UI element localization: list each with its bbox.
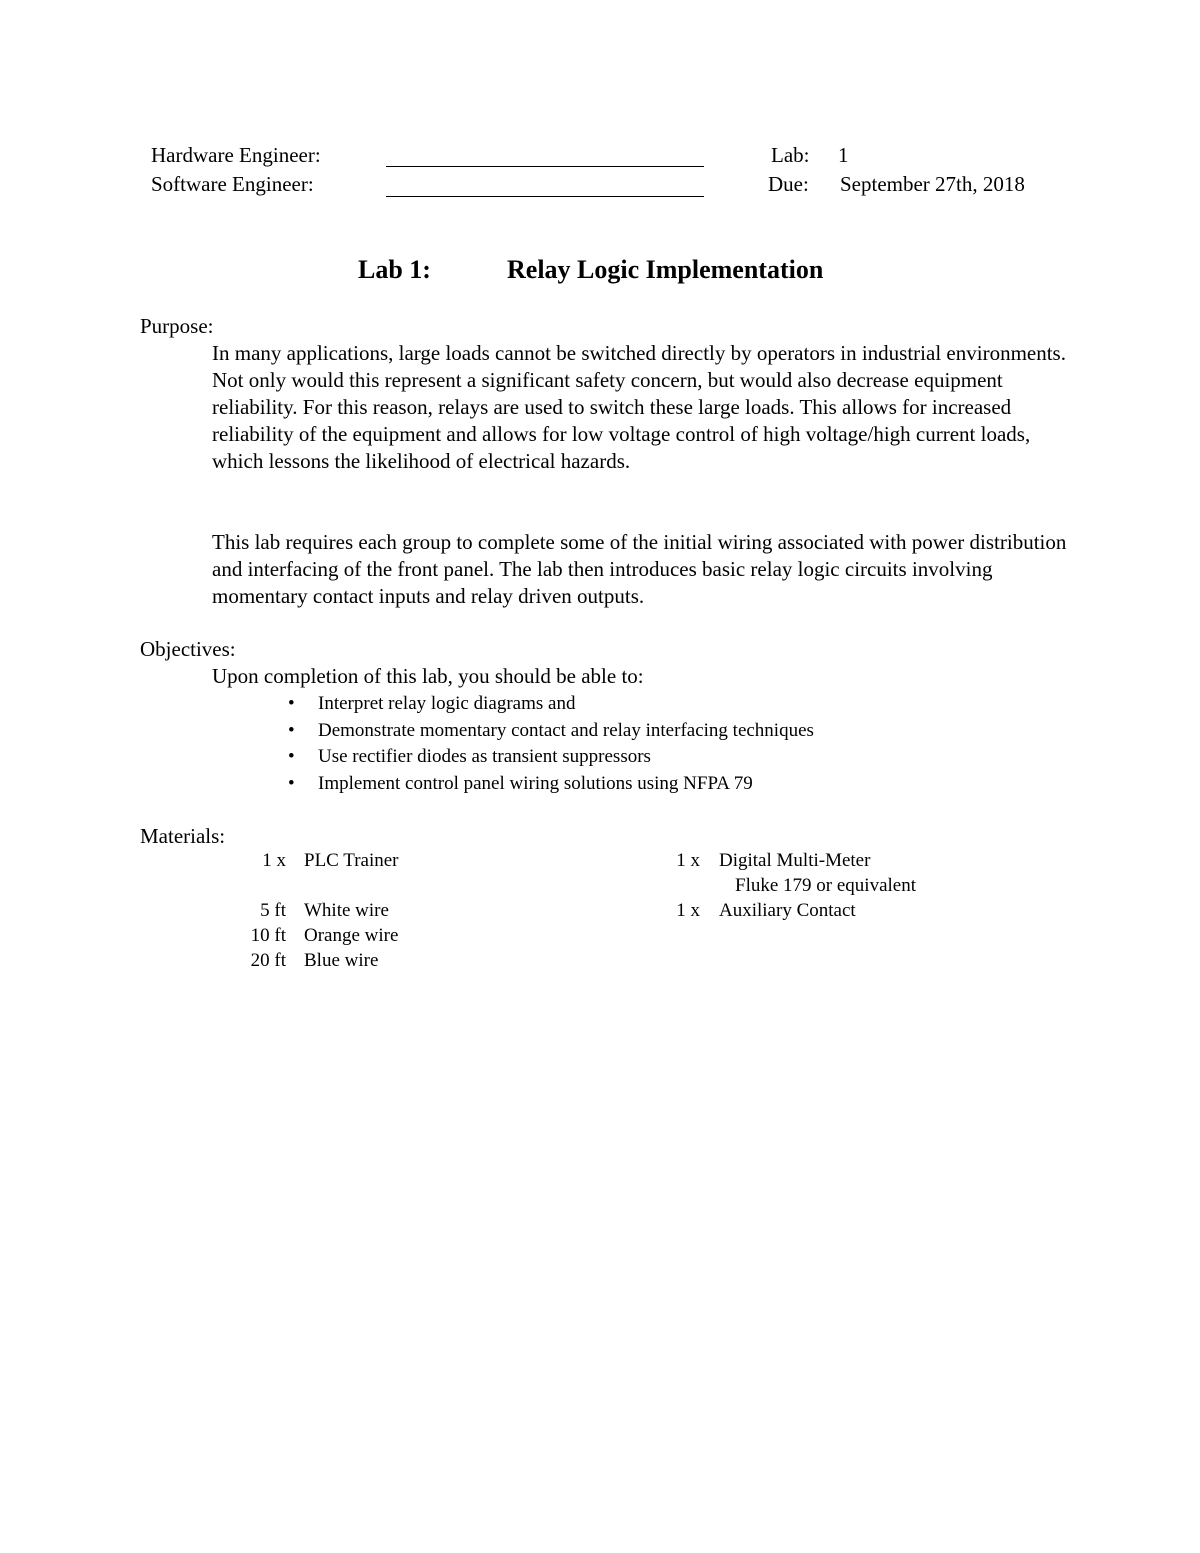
- material-item: Auxiliary Contact: [719, 900, 856, 921]
- material-qty: 1 x: [676, 850, 700, 871]
- hardware-engineer-field[interactable]: [386, 166, 704, 167]
- bullet-icon: •: [288, 746, 295, 767]
- software-engineer-label: Software Engineer:: [151, 172, 314, 196]
- bullet-icon: •: [288, 719, 295, 741]
- material-qty: 10 ft: [250, 925, 286, 946]
- materials-heading: Materials:: [140, 824, 226, 848]
- objective-item: [288, 771, 814, 798]
- material-qty: 1 x: [676, 900, 700, 921]
- purpose-text-2: This lab requires each group to complete some of the initial wiring associated with power distribution and interfacing of the front panel. The lab then introduces basic relay logic circuits involving momentary contact inputs and relay driven outputs.: [212, 530, 1067, 608]
- material-item: White wire: [304, 900, 389, 921]
- purpose-paragraph-2: [212, 529, 1072, 610]
- lab-label: Lab:: [771, 143, 810, 167]
- objectives-heading: Objectives:: [140, 637, 236, 661]
- material-qty: 5 ft: [260, 900, 286, 921]
- purpose-text-1: In many applications, large loads cannot be switched directly by operators in industrial environments. Not only would this represent a significant safety concern, but would also decrease equipment reliability. For this reason, relays are used to switch these large loads. This allows for increased reliability of the equipment and allows for low voltage control of high voltage/high current loads, which lessons the likelihood of electrical hazards.: [212, 341, 1066, 473]
- material-qty: 20 ft: [250, 950, 286, 971]
- due-label: Due:: [768, 172, 809, 196]
- title-lab-number: Lab 1:: [358, 255, 431, 284]
- objectives-intro: Upon completion of this lab, you should be able to:: [212, 664, 644, 688]
- due-date: September 27th, 2018: [840, 172, 1025, 196]
- material-item: Orange wire: [304, 925, 399, 946]
- objective-item: [288, 691, 814, 718]
- software-engineer-field[interactable]: [386, 196, 704, 197]
- objective-item: [288, 744, 814, 771]
- title-lab-name: Relay Logic Implementation: [507, 255, 824, 284]
- objective-text: Implement control panel wiring solutions using NFPA 79: [318, 772, 753, 794]
- purpose-paragraph-1: [212, 340, 1072, 475]
- material-qty: 1 x: [262, 850, 286, 871]
- objective-item: [288, 718, 814, 745]
- objectives-list: [288, 691, 814, 797]
- material-item: Digital Multi-Meter: [719, 850, 871, 871]
- lab-value: 1: [838, 143, 849, 167]
- material-note: Fluke 179 or equivalent: [735, 875, 916, 896]
- objective-text: Use rectifier diodes as transient suppressors: [318, 746, 651, 767]
- purpose-heading: Purpose:: [140, 314, 214, 338]
- hardware-engineer-label: Hardware Engineer:: [151, 143, 321, 167]
- objective-text: Interpret relay logic diagrams and: [318, 693, 576, 714]
- material-item: Blue wire: [304, 950, 379, 971]
- bullet-icon: •: [288, 772, 295, 794]
- material-item: PLC Trainer: [304, 850, 399, 871]
- bullet-icon: •: [288, 693, 295, 714]
- objective-text: Demonstrate momentary contact and relay interfacing techniques: [318, 719, 814, 741]
